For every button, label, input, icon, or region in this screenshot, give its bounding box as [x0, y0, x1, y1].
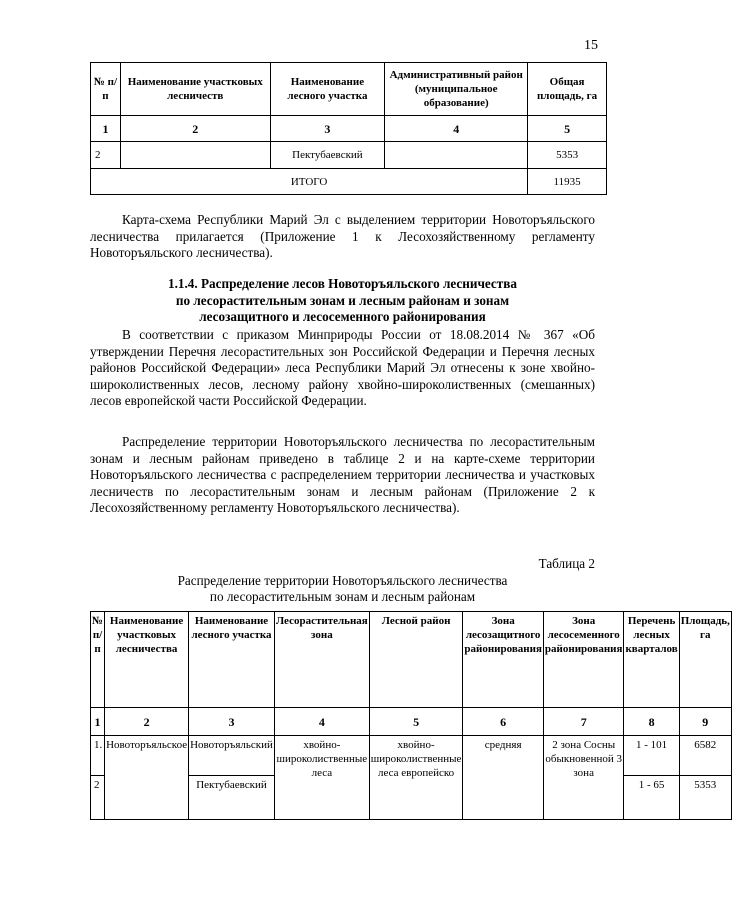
column-number: 5	[369, 708, 463, 736]
section-heading	[90, 276, 595, 326]
header-number: № п/п	[91, 63, 121, 116]
row-number: 2	[91, 776, 105, 820]
row-plot: Пектубаевский	[189, 776, 275, 820]
header-area: Общая площадь, га	[528, 63, 607, 116]
distribution-paragraph	[90, 434, 595, 517]
row-number: 1.	[91, 736, 105, 776]
header-forest-region: Лесной район	[369, 612, 463, 708]
header-veg-zone: Лесорастительная зона	[274, 612, 369, 708]
row-area: 5353	[528, 142, 607, 169]
column-number: 8	[624, 708, 679, 736]
column-number: 3	[189, 708, 275, 736]
row-area: 6582	[679, 736, 731, 776]
column-number: 1	[91, 708, 105, 736]
heading-line: по лесорастительным зонам и лесным районам и зонам	[175, 292, 510, 308]
column-number: 9	[679, 708, 731, 736]
column-number: 7	[543, 708, 624, 736]
area-table-header	[91, 63, 607, 116]
table2-caption	[90, 556, 595, 606]
total-area: 11935	[528, 169, 607, 195]
heading-line: 1.1.4. Распределение лесов Новоторъяльского лесничества	[168, 276, 517, 291]
column-number: 4	[274, 708, 369, 736]
header-plot: Наименование лесного участка	[189, 612, 275, 708]
header-seed-zone: Зона лесосеменного районирования	[543, 612, 624, 708]
table-row	[91, 736, 732, 776]
row-area: 5353	[679, 776, 731, 820]
header-protection-zone: Зона лесозащитного районирования	[463, 612, 544, 708]
row-plot: Новоторъяльский	[189, 736, 275, 776]
row-veg-zone: хвойно-широколиственные леса	[274, 736, 369, 820]
row-plot: Пектубаевский	[270, 142, 385, 169]
table2-title-line: по лесорастительным зонам и лесным районам	[209, 589, 476, 604]
header-district: Административный район (муниципальное образование)	[385, 63, 528, 116]
column-numbers-row	[91, 116, 607, 142]
total-label: ИТОГО	[91, 169, 528, 195]
table2-label: Таблица 2	[538, 556, 595, 571]
heading-line: лесозащитного и лесосеменного районирования	[199, 309, 486, 324]
column-number: 6	[463, 708, 544, 736]
row-quarters: 1 - 65	[624, 776, 679, 820]
row-district	[385, 142, 528, 169]
row-quarters: 1 - 101	[624, 736, 679, 776]
map-paragraph-text: Карта-схема Республики Марий Эл с выделением территории Новоторъяльского лесничества прилагается (Приложение 1 к Лесохозяйственному регламенту Новоторъяльского лесничества).	[90, 212, 595, 260]
row-forestry: Новоторъяльское	[105, 736, 189, 820]
column-number: 4	[385, 116, 528, 142]
row-seed-zone: 2 зона Сосны обыкновенной 3 зона	[543, 736, 624, 820]
header-plot: Наименование лесного участка	[270, 63, 385, 116]
header-quarters: Перечень лесных кварталов	[624, 612, 679, 708]
column-number: 3	[270, 116, 385, 142]
order-paragraph-text: В соответствии с приказом Минприроды России от 18.08.2014 № 367 «Об утверждении Перечня лесорастительных зон Российской Федерации и Перечня лесных районов Российской Федерации» леса Республики Марий Эл отнесены к зоне хвойно-широколиственных лесов, лесному району хвойно-широколиственных (смешанных) лесов европейской части Российской Федерации.	[90, 327, 595, 408]
table2-title-line: Распределение территории Новоторъяльского лесничества	[177, 572, 508, 588]
row-forest-region: хвойно-широколиственные леса европейско	[369, 736, 463, 820]
header-forestry: Наименование участковых лесничеств	[120, 63, 270, 116]
column-number: 2	[105, 708, 189, 736]
table-row	[91, 142, 607, 169]
distribution-paragraph-text: Распределение территории Новоторъяльского лесничества по лесорастительным зонам и лесным районам приведено в таблице 2 и на карте-схеме территории Новоторъяльского лесничества с распределением территории лесничества и участковых лесничеств по лесорастительным зонам и лесным районам (Приложение 2 к Лесохозяйственному регламенту Новоторъяльского лесничества).	[90, 434, 595, 515]
column-number: 2	[120, 116, 270, 142]
distribution-table-header	[91, 612, 732, 708]
page-number: 15	[584, 38, 598, 53]
distribution-table	[90, 611, 732, 820]
column-number: 5	[528, 116, 607, 142]
row-number: 2	[91, 142, 121, 169]
order-paragraph	[90, 327, 595, 410]
row-forestry	[120, 142, 270, 169]
header-area: Площадь, га	[679, 612, 731, 708]
row-protection-zone: средняя	[463, 736, 544, 820]
column-numbers-row	[91, 708, 732, 736]
map-paragraph	[90, 212, 595, 262]
total-row	[91, 169, 607, 195]
header-number: № п/ п	[91, 612, 105, 708]
area-table	[90, 62, 607, 195]
column-number: 1	[91, 116, 121, 142]
header-forestry: Наименование участковых лесничества	[105, 612, 189, 708]
